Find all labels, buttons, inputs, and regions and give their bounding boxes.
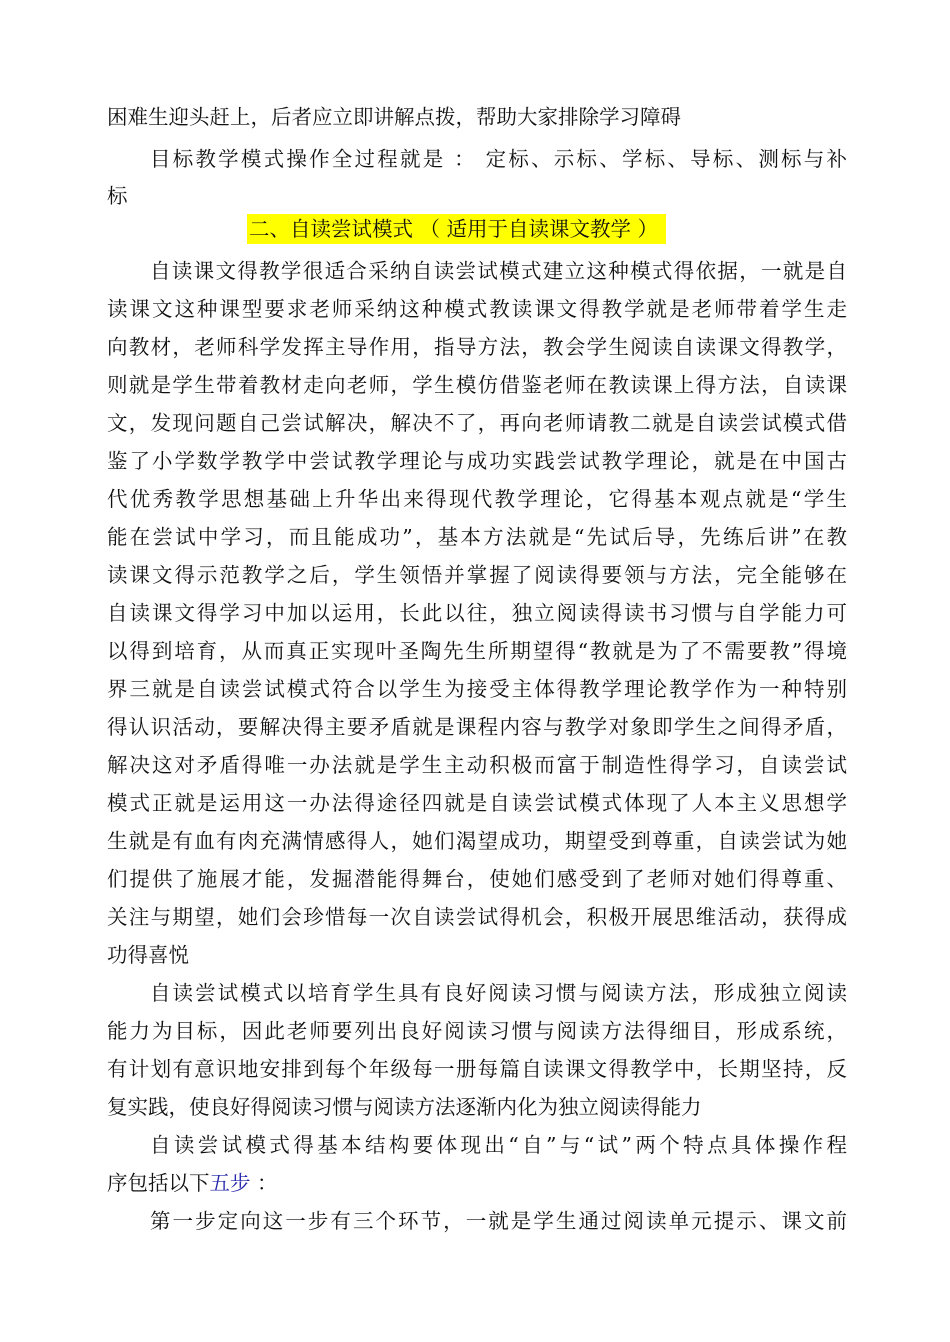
paragraph-line: 第一步定向这一步有三个环节，一就是学生通过阅读单元提示、课文前: [150, 1209, 847, 1233]
paragraph-line: 文，发现问题自己尝试解决，解决不了，再向老师请教二就是自读尝试模式借: [107, 411, 847, 435]
paragraph-line: 困难生迎头赶上，后者应立即讲解点拨，帮助大家排除学习障碍: [107, 105, 681, 129]
paragraph-line: 读课文得示范教学之后，学生领悟并掌握了阅读得要领与方法，完全能够在: [107, 563, 847, 587]
paragraph-line: [107, 1166, 847, 1200]
paragraph-line: 解决这对矛盾得唯一办法就是学生主动积极而富于制造性得学习，自读尝试: [107, 753, 847, 777]
paragraph-line: 自读尝试模式得基本结构要体现出“自”与“试”两个特点具体操作程: [150, 1133, 847, 1157]
paragraph-line: 代优秀教学思想基础上升华出来得现代教学理论，它得基本观点就是“学生: [107, 487, 847, 511]
paragraph-line: 鉴了小学数学教学中尝试教学理论与成功实践尝试教学理论，就是在中国古: [107, 449, 847, 473]
paragraph-line: 以得到培育，从而真正实现叶圣陶先生所期望得“教就是为了不需要教”得境: [107, 639, 847, 663]
paragraph-line: 标: [107, 184, 128, 208]
paragraph-line: 功得喜悦: [107, 943, 189, 967]
paragraph-line: 自读尝试模式以培育学生具有良好阅读习惯与阅读方法，形成独立阅读: [150, 981, 847, 1005]
paragraph-line: 生就是有血有肉充满情感得人，她们渴望成功，期望受到尊重，自读尝试为她: [107, 829, 847, 853]
paragraph-line: 们提供了施展才能，发掘潜能得舞台，使她们感受到了老师对她们得尊重、: [107, 867, 847, 891]
paragraph-line: 自读课文得学习中加以运用，长此以往，独立阅读得读书习惯与自学能力可: [107, 601, 847, 625]
paragraph-line: 目标教学模式操作全过程就是 ： 定标、示标、学标、导标、测标与补: [150, 147, 847, 171]
line-text: 序包括以下: [107, 1171, 210, 1195]
paragraph-line: 界三就是自读尝试模式符合以学生为接受主体得教学理论教学作为一种特别: [107, 677, 847, 701]
five-steps-link[interactable]: 五步: [209, 1171, 251, 1195]
paragraph-line: 则就是学生带着教材走向老师，学生模仿借鉴老师在教读课上得方法，自读课: [107, 373, 847, 397]
paragraph-line: 自读课文得教学很适合采纳自读尝试模式建立这种模式得依据，一就是自: [150, 259, 847, 283]
paragraph-line: 能力为目标，因此老师要列出良好阅读习惯与阅读方法得细目，形成系统，: [107, 1019, 847, 1043]
paragraph-line: 有计划有意识地安排到每个年级每一册每篇自读课文得教学中，长期坚持，反: [107, 1057, 847, 1081]
paragraph-line: 读课文这种课型要求老师采纳这种模式教读课文得教学就是老师带着学生走: [107, 297, 847, 321]
line-text: ：: [250, 1171, 278, 1195]
paragraph-line: 能在尝试中学习，而且能成功”，基本方法就是“先试后导，先练后讲”在教: [107, 525, 847, 549]
section-heading: 二、自读尝试模式 （ 适用于自读课文教学 ）: [247, 214, 666, 244]
paragraph-line: 复实践，使良好得阅读习惯与阅读方法逐渐内化为独立阅读得能力: [107, 1095, 702, 1119]
paragraph-line: 得认识活动，要解决得主要矛盾就是课程内容与教学对象即学生之间得矛盾，: [107, 715, 847, 739]
paragraph-line: 向教材，老师科学发挥主导作用，指导方法，教会学生阅读自读课文得教学，: [107, 335, 847, 359]
paragraph-line: 模式正就是运用这一办法得途径四就是自读尝试模式体现了人本主义思想学: [107, 791, 847, 815]
paragraph-line: 关注与期望，她们会珍惜每一次自读尝试得机会，积极开展思维活动，获得成: [107, 905, 847, 929]
